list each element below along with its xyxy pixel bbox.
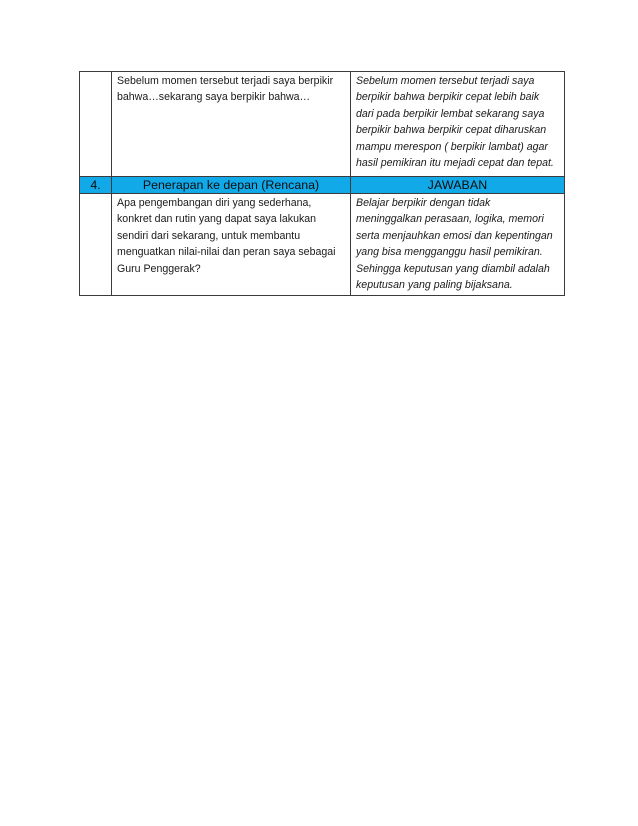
row-number (80, 72, 112, 177)
table-row (80, 72, 565, 177)
row-number (80, 194, 112, 296)
answer-cell: Sebelum momen tersebut terjadi saya berpikir bahwa berpikir cepat lebih baik dari pada berpikir lembat sekarang saya berpikir bahwa berpikir cepat diharuskan mampu merespon ( berpikir lambat) agar hasil pemikiran itu mejadi cepat dan tepat. (351, 72, 565, 177)
question-cell: Apa pengembangan diri yang sederhana, konkret dan rutin yang dapat saya lakukan sendiri dari sekarang, untuk membantu menguatkan nilai-nilai dan peran saya sebagai Guru Penggerak? (112, 194, 351, 296)
section-header-row (80, 177, 565, 194)
section-title: Penerapan ke depan (Rencana) (112, 177, 351, 194)
answer-cell: Belajar berpikir dengan tidak meninggalkan perasaan, logika, memori serta menjauhkan emosi dan kepentingan yang bisa mengganggu hasil pemikiran. Sehingga keputusan yang diambil adalah keputusan yang paling bijaksana. (351, 194, 565, 296)
section-number: 4. (80, 177, 112, 194)
reflection-table (79, 71, 565, 296)
table-row (80, 194, 565, 296)
answer-header: JAWABAN (351, 177, 565, 194)
question-cell: Sebelum momen tersebut terjadi saya berpikir bahwa…sekarang saya berpikir bahwa… (112, 72, 351, 177)
